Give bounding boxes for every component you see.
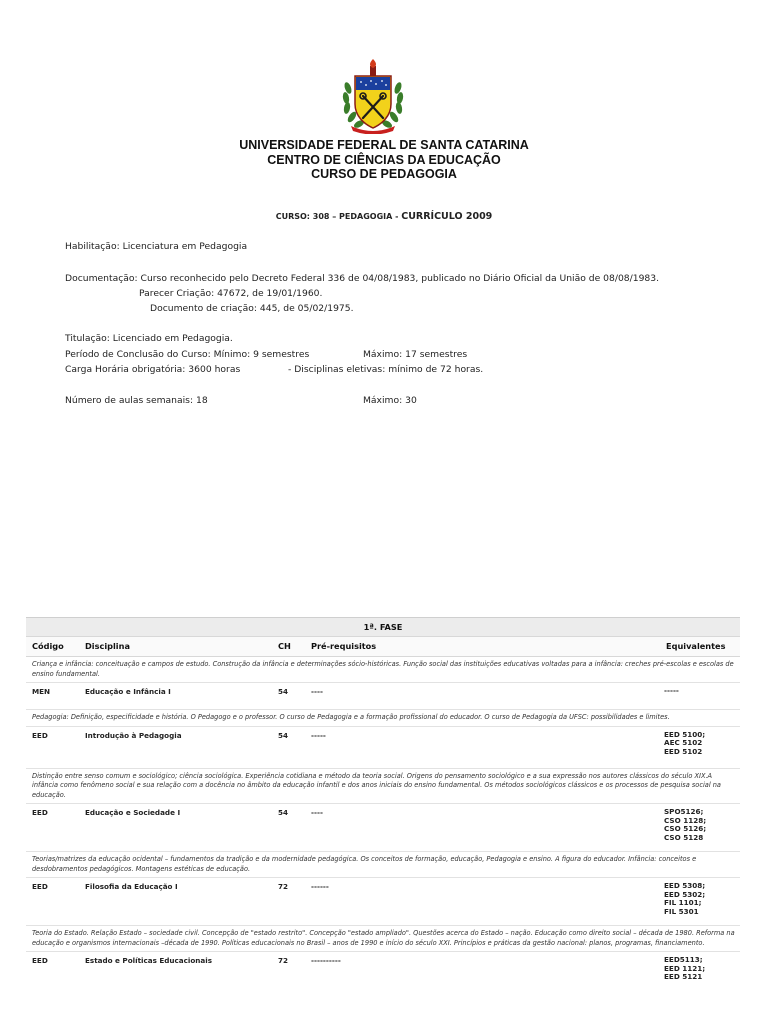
equivalentes-cell xyxy=(664,731,705,757)
ch-cell: 72 xyxy=(278,882,289,891)
documento-criacao-text: Documento de criação: 445, de 05/02/1975. xyxy=(150,303,354,314)
equiv-code: FIL 5301 xyxy=(664,907,699,917)
table-row xyxy=(26,683,740,710)
center-name: CENTRO DE CIÊNCIAS DA EDUCAÇÃO xyxy=(267,152,501,167)
ch-cell: 54 xyxy=(278,730,289,740)
periodo-text: Período de Conclusão do Curso: Mínimo: 9 semestres xyxy=(65,349,310,360)
aulas-text: Número de aulas semanais: 18 xyxy=(65,395,208,406)
ch-cell: 54 xyxy=(278,808,289,817)
disciplina-cell: Filosofia da Educação I xyxy=(85,882,178,891)
codigo-cell: MEN xyxy=(32,687,51,696)
disciplina-cell: Estado e Políticas Educacionais xyxy=(85,956,213,965)
equivalentes-cell xyxy=(664,808,706,843)
fase-title: 1ª. FASE xyxy=(26,617,740,636)
equiv-code: EED 1121; xyxy=(664,963,706,973)
equiv-code: EED 5302; xyxy=(664,889,706,899)
equiv-code: ----- xyxy=(664,686,679,695)
equiv-code: CSO 5128 xyxy=(664,833,704,843)
habilitacao-text: Habilitação: Licenciatura em Pedagogia xyxy=(65,241,248,252)
ementa: Teoria do Estado. Relação Estado – sociedade civil. Concepção de "estado restrito". Concepção "estado ampliado". Questões acerca do Estado – nação. Educação como direito social – década de 1980. Reforma na educação e organismos internacionais –década de 1990. Políticas educacionais no Brasil – anos de 1990 e início do século XXI. Princípios e práticas da gestão nacional: planos, programas, financiamento. xyxy=(26,926,740,952)
ementa: Criança e infância: conceituação e campos de estudo. Construção da infância e determinações sócio-históricas. Função social das instituições educativas voltadas para a infância: creches pré-escolas e escolas de ensino fundamental. xyxy=(26,657,740,683)
table-row xyxy=(26,952,740,992)
codigo-cell: EED xyxy=(32,956,48,965)
col-ch: CH xyxy=(278,641,291,651)
equiv-code: FIL 1101; xyxy=(664,898,702,908)
equiv-code: CSO 1128; xyxy=(664,815,707,825)
table-row xyxy=(26,878,740,926)
prereq-cell: ---- xyxy=(311,687,323,696)
ementa: Teorias/matrizes da educação ocidental – fundamentos da tradição e da modernidade pedagógica. Os conceitos de formação, educação, Pedagogia e ensino. A figura do educador. Infância: conceitos e desdobramentos pedagógicos. Montagens estéticas de educação. xyxy=(26,852,740,878)
table-row xyxy=(26,727,740,769)
course-name: CURSO DE PEDAGOGIA xyxy=(311,167,457,181)
curso-line xyxy=(0,211,768,222)
disciplina-cell: Introdução à Pedagogia xyxy=(85,730,182,740)
equiv-code: EED 5102 xyxy=(664,746,703,756)
prereq-cell: ---- xyxy=(311,808,323,817)
prereq-cell: ----- xyxy=(311,730,326,740)
prereq-cell: ---------- xyxy=(311,956,341,965)
aulas-max-text: Máximo: 30 xyxy=(363,395,417,406)
curso-prefix: CURSO: 308 – PEDAGOGIA - xyxy=(275,212,399,221)
col-codigo: Código xyxy=(32,641,64,651)
col-disciplina: Disciplina xyxy=(85,641,130,651)
equiv-code: EED 5100; xyxy=(664,729,706,739)
equiv-code: AEC 5102 xyxy=(664,738,703,748)
ementa: Pedagogia: Definição, especificidade e história. O Pedagogo e o professor. O curso de Pedagogia e a formação profissional do educador. O curso de Pedagogia da UFSC: possibilidades e limites. xyxy=(26,710,740,727)
table-header xyxy=(26,636,740,657)
table-row xyxy=(26,804,740,852)
codigo-cell: EED xyxy=(32,730,48,740)
equivalentes-cell xyxy=(664,687,679,696)
parecer-text: Parecer Criação: 47672, de 19/01/1960. xyxy=(139,288,323,299)
col-prerequisitos: Pré-requisitos xyxy=(311,641,377,651)
ch-cell: 54 xyxy=(278,687,289,696)
disciplina-cell: Educação e Infância I xyxy=(85,687,171,696)
disciplina-cell: Educação e Sociedade I xyxy=(85,808,181,817)
titulacao-text: Titulação: Licenciado em Pedagogia. xyxy=(65,333,233,344)
eletivas-text: - Disciplinas eletivas: mínimo de 72 horas. xyxy=(288,364,484,375)
ementa: Distinção entre senso comum e sociológico; ciência sociológica. Experiência cotidiana e método da teoria social. Origens do pensamento sociológico e a sua expressão nos autores clássicos do século XIX.A infância como fenômeno social e sua relação com a docência no âmbito da educação infantil e dos anos iniciais do ensino fundamental. Os métodos sociológicos clássicos e os processos de pesquisa social na educação. xyxy=(26,769,740,805)
carga-text: Carga Horária obrigatória: 3600 horas xyxy=(65,364,241,375)
ufsc-coat-of-arms xyxy=(338,58,408,134)
equivalentes-cell xyxy=(664,882,705,917)
curriculum-table xyxy=(26,617,740,992)
university-name: UNIVERSIDADE FEDERAL DE SANTA CATARINA xyxy=(239,138,529,152)
col-equivalentes: Equivalentes xyxy=(666,641,726,651)
equiv-code: SPO5126; xyxy=(664,807,704,816)
codigo-cell: EED xyxy=(32,882,48,891)
equivalentes-cell xyxy=(664,956,705,982)
curriculo-label: CURRÍCULO 2009 xyxy=(401,211,493,222)
equiv-code: EED5113; xyxy=(664,955,703,964)
codigo-cell: EED xyxy=(32,808,48,817)
documentacao-text: Documentação: Curso reconhecido pelo Decreto Federal 336 de 04/08/1983, publicado no Diário Oficial da União de 08/08/1983. xyxy=(65,273,660,284)
equiv-code: CSO 5126; xyxy=(664,824,707,834)
institution-header xyxy=(0,138,768,182)
periodo-max-text: Máximo: 17 semestres xyxy=(363,349,468,360)
equiv-code: EED 5121 xyxy=(664,972,703,982)
ch-cell: 72 xyxy=(278,956,289,965)
prereq-cell: ------ xyxy=(311,882,329,891)
equiv-code: EED 5308; xyxy=(664,881,706,890)
